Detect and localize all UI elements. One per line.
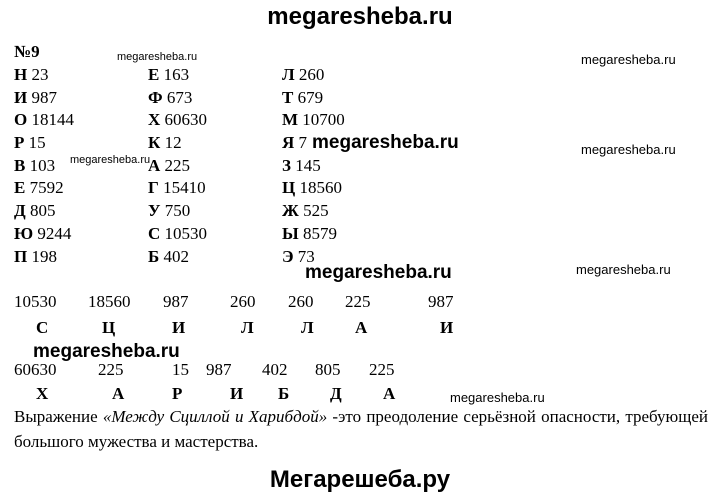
watermark: megaresheba.ru [312,132,459,153]
table-row: Л 260 [282,65,325,84]
code-number: 260 [230,292,256,311]
table-row: Ц 18560 [282,178,342,198]
decoded-letter: Ц [102,318,116,337]
watermark: megaresheba.ru [117,51,198,63]
table-row: П 198 [14,246,57,266]
code-number: 225 [345,292,371,311]
table-row: Д 805 [14,201,56,221]
table-row: С 10530 [148,223,208,243]
table-row: Г 15410 [148,178,206,198]
decoded-letter: Л [241,318,254,337]
decoded-letter: А [355,318,368,337]
table-row: З 145 [282,155,321,175]
site-footer: Мегарешеба.ру [269,466,451,493]
table-row: Я 7 [282,133,308,153]
table-row: Ж 525 [282,201,329,221]
table-column-3 [282,64,345,268]
table-row: Ю 9244 [14,223,72,243]
decoded-letter: И [440,318,454,337]
code-number: 260 [288,292,314,311]
watermark: megaresheba.ru [576,262,671,277]
watermark: megaresheba.ru [450,390,545,405]
decoded-letter: Л [301,318,314,337]
watermark: megaresheba.ru [33,341,180,362]
code-number: 225 [98,360,124,379]
decoded-letter: И [230,384,244,403]
table-column-2 [148,64,207,268]
table-column-1 [14,64,74,268]
decoded-letter: И [172,318,186,337]
code-number: 805 [315,360,341,379]
decoded-letter: Х [36,384,49,403]
table-row: Т 679 [282,87,324,107]
table-row: О 18144 [14,110,74,130]
idiom-quote: «Между Сциллой и Харибдой» [102,407,328,426]
table-row: И 987 [14,87,57,107]
table-row: Б 402 [148,246,189,266]
table-row: У 750 [148,201,191,221]
task-number: №9 [14,42,40,61]
code-number: 18560 [88,292,131,311]
decoded-letter: А [112,384,125,403]
decoded-letter: Д [330,384,342,403]
table-row: Э 73 [282,246,315,266]
code-number: 60630 [14,360,57,379]
decoded-letter: Р [172,384,183,403]
table-row: Е 163 [148,65,190,84]
watermark: megaresheba.ru [70,154,151,166]
code-number: 15 [172,360,189,379]
decoded-letter: Б [278,384,290,403]
table-row: К 12 [148,133,182,153]
code-number: 987 [163,292,189,311]
code-number: 225 [369,360,395,379]
table-row: М 10700 [282,110,345,130]
site-header: megaresheba.ru [267,3,453,30]
table-row: Е 7592 [14,178,64,198]
table-row: Х 60630 [148,110,208,130]
table-row: А 225 [148,155,191,175]
watermark: megaresheba.ru [581,52,676,67]
table-row: В 103 [14,155,56,175]
table-row: Ы 8579 [282,223,337,243]
code-number: 402 [262,360,288,379]
code-number: 987 [206,360,232,379]
decoded-letter: А [383,384,396,403]
table-row: Ф 673 [148,87,193,107]
watermark: megaresheba.ru [305,262,452,283]
table-row: Р 15 [14,133,46,153]
code-number: 10530 [14,292,57,311]
table-row: Н 23 [14,65,49,84]
decoded-letter: С [36,318,49,337]
conclusion-text: Выражение «Между Сциллой и Харибдой» -это преодоление серьёзной опасности, требующей большого мужества и мастерства. [14,407,708,451]
code-number: 987 [428,292,454,311]
watermark: megaresheba.ru [581,142,676,157]
